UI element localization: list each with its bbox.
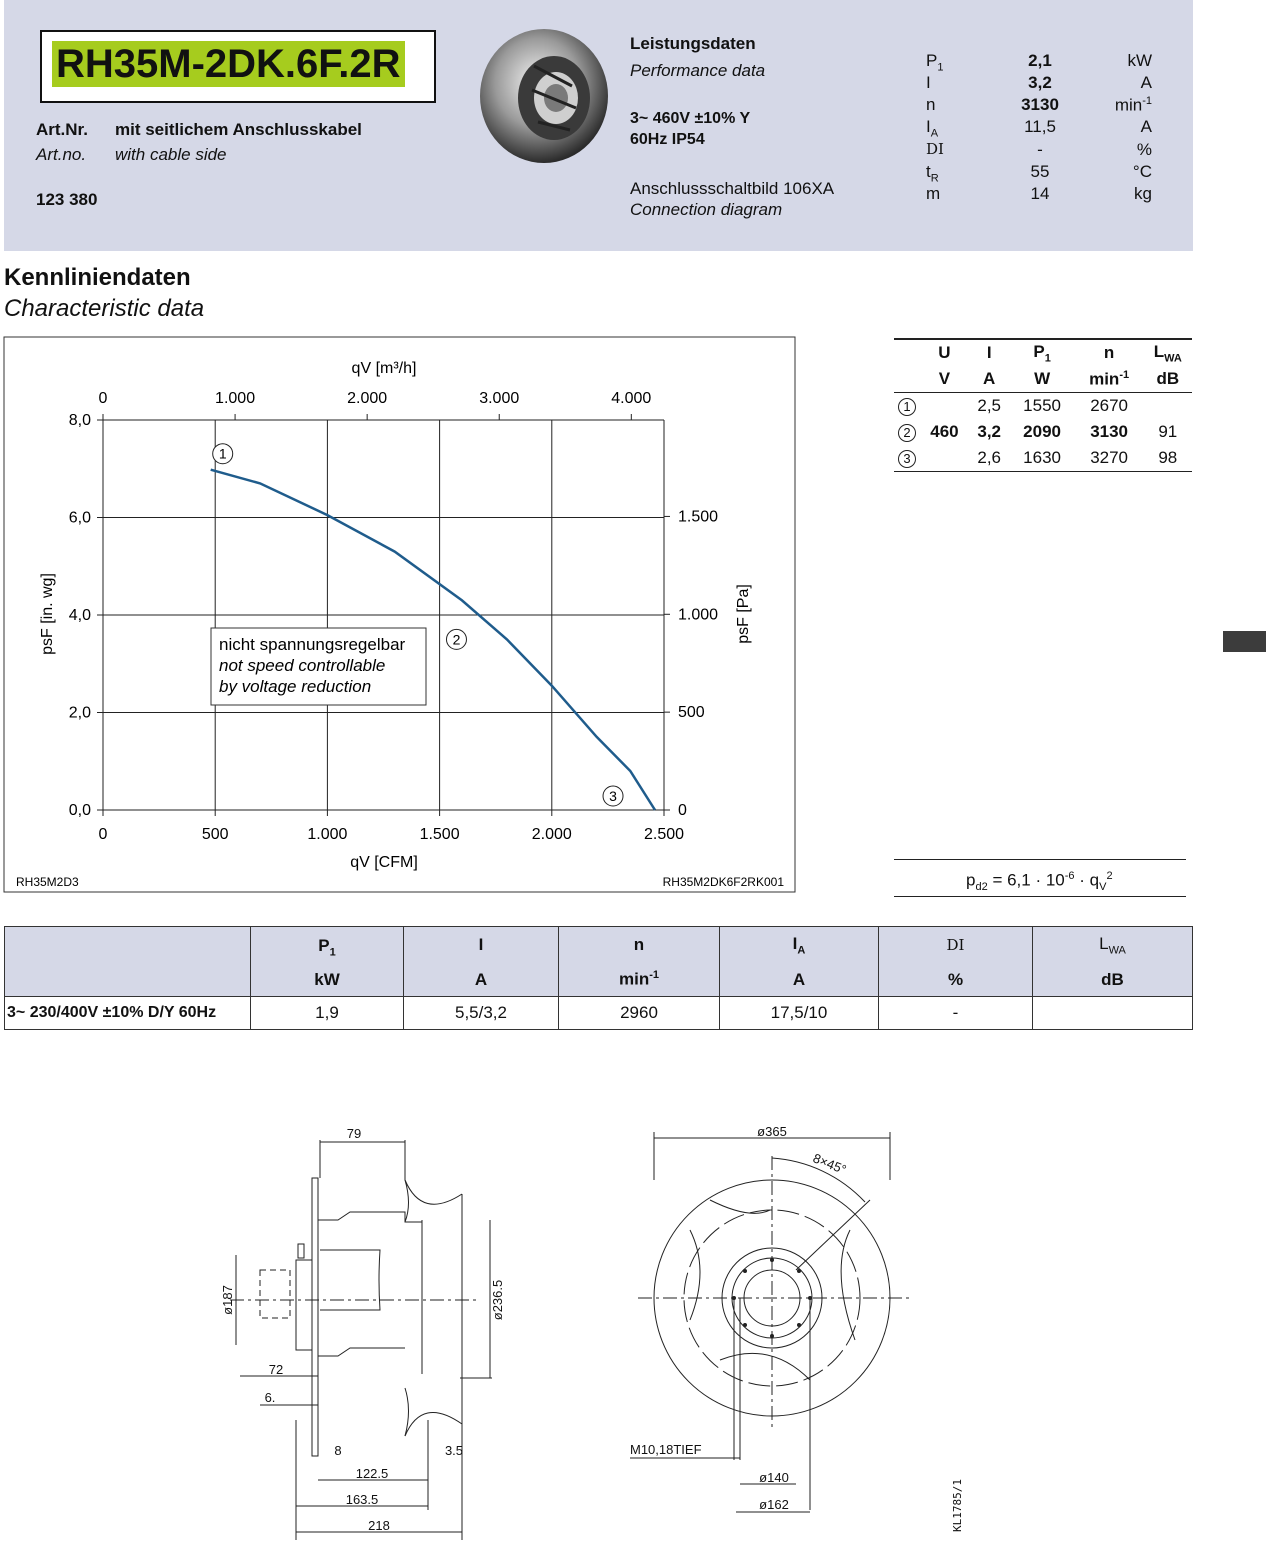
artnr-desc-en: with cable side <box>115 145 227 164</box>
dim-d365: ø365 <box>757 1124 787 1139</box>
y-tick-label: 8,0 <box>68 412 91 429</box>
diagram-de: Anschlussschaltbild 106XA <box>630 179 835 198</box>
chart-grid <box>103 420 664 810</box>
unit-w: W <box>1034 369 1051 388</box>
chart-points <box>213 444 623 806</box>
x-top-tick-label: 4.000 <box>611 390 652 407</box>
header-panel: RH35M-2DK.6F.2R Art.Nr. mit seitlichem Anschlusskabel Art.no. with cable side 123 380 Leistungsdaten Performance data 3~ 460V ±10% Y 60Hz IP54 Anschlussschaltbild 106XA Connection diagram $P_1$ 2,1 kW I 3,2 A n 3130 $\min^{-1}$ $I_A$ 11,5 A DI - % $t_R$ 55 °C m 14 kg <box>4 0 1193 251</box>
fan-product-image <box>474 26 614 166</box>
y-tick-label: 2,0 <box>68 704 91 722</box>
y-right-label: psF [Pa] <box>735 584 752 644</box>
x-tick-label: 2.500 <box>643 826 685 843</box>
artnr-label-de: Art.Nr. <box>36 120 88 139</box>
formula-rule-top <box>894 859 1186 860</box>
col-n: n <box>1103 343 1115 362</box>
dim-m10: M10,18TIEF <box>630 1442 702 1457</box>
chart-ticks <box>69 390 718 843</box>
formula: $p_{d2} = 6,1 \cdot 10^{-6} \cdot q_V^2$ <box>966 870 1113 894</box>
formula-rule-bottom <box>894 896 1186 897</box>
table-row: 3~ 230/400V ±10% D/Y 60Hz 1,9 5,5/3,2 2960 17,5/10 - <box>5 997 1193 1030</box>
note-line-3: by voltage reduction <box>219 677 372 696</box>
chart-code-right: RH35M2DK6F2RK001 <box>662 875 784 889</box>
chart-code-left: RH35M2D3 <box>16 875 79 889</box>
y-tick-label: 0,0 <box>68 802 91 819</box>
diagram-en: Connection diagram <box>630 200 783 219</box>
y-tick-label: 4,0 <box>68 607 91 624</box>
drawing-reference: KL1785/1 <box>951 1479 964 1532</box>
artnr-label-en: Art.no. <box>36 145 87 164</box>
unit-min: $\min^{-1}$ <box>1089 368 1130 389</box>
variant-table: $P_1$ I n $I_A$ DI $L_{WA}$ kW A $\min^{-1}$ A % dB 3~ 230/400V ±10% D/Y 60Hz 1,9 5,5/3,2 2960 17,5/10 - <box>4 926 1193 1030</box>
x-top-tick-label: 0 <box>98 390 108 407</box>
supply-line-2: 60Hz IP54 <box>630 131 705 148</box>
x-top-tick-label: 1.000 <box>215 390 256 407</box>
artnr-value: 123 380 <box>36 190 98 209</box>
front-view-drawing <box>620 1120 920 1550</box>
table-row: 2 460 3,2 2090 3130 91 <box>894 419 1192 445</box>
point-label-1: 1 <box>218 445 227 462</box>
artnr-desc-de: mit seitlichem Anschlusskabel <box>115 120 362 139</box>
dim-8x45: 8×45° <box>810 1150 849 1178</box>
dim-d187: ø187 <box>220 1285 235 1315</box>
y-right-tick-label: 0 <box>678 802 687 819</box>
x-tick-label: 1.500 <box>419 826 460 843</box>
note-line-1: nicht spannungsregelbar <box>219 635 406 654</box>
x-tick-label: 0 <box>98 826 108 843</box>
unit-a: A <box>983 369 996 388</box>
x-label: qV [CFM] <box>350 854 418 871</box>
x-top-tick-label: 2.000 <box>347 390 388 407</box>
dim-3-5: 3.5 <box>444 1443 464 1458</box>
dim-72: 72 <box>268 1362 284 1377</box>
y-label: psF [in. wg] <box>39 573 56 655</box>
y-right-tick-label: 1.000 <box>678 606 719 624</box>
col-i: I <box>986 343 992 362</box>
note-line-2: not speed controllable <box>219 656 386 675</box>
dim-d236: ø236.5 <box>490 1279 505 1321</box>
col-lwa: $L_{WA}$ <box>1153 341 1182 365</box>
y-right-tick-label: 1.500 <box>678 508 719 526</box>
unit-v: V <box>938 369 951 388</box>
x-top-label: qV [m³/h] <box>351 360 417 377</box>
x-tick-label: 2.000 <box>531 826 572 843</box>
x-top-tick-label: 3.000 <box>479 390 520 407</box>
perf-title-de: Leistungsdaten <box>630 34 756 53</box>
dim-218: 218 <box>368 1518 390 1533</box>
unit-db: dB <box>1156 369 1180 388</box>
characteristic-table <box>894 338 1192 472</box>
y-tick-label: 6,0 <box>68 509 91 527</box>
side-tab-marker <box>1223 631 1266 652</box>
model-code: RH35M-2DK.6F.2R <box>52 41 405 87</box>
table-row: 3 2,6 1630 3270 98 <box>894 445 1192 472</box>
dim-6: 6. <box>264 1390 276 1405</box>
y-right-tick-label: 500 <box>678 704 705 722</box>
supply-line-1: 3~ 460V ±10% Y <box>630 110 751 127</box>
table-row: 1 2,5 1550 2670 <box>894 393 1192 420</box>
col-u: U <box>938 343 951 362</box>
point-label-3: 3 <box>609 788 617 804</box>
dim-d162: ø162 <box>759 1497 789 1512</box>
characteristic-chart <box>0 330 800 896</box>
side-view-drawing <box>200 1120 505 1550</box>
col-p1: $P_1$ <box>1033 341 1051 365</box>
dim-122-5: 122.5 <box>355 1466 389 1481</box>
model-box <box>40 30 436 103</box>
section-title-de: Kennliniendaten <box>4 264 191 291</box>
dim-8: 8 <box>334 1443 342 1458</box>
x-tick-label: 1.000 <box>307 826 348 843</box>
x-tick-label: 500 <box>201 826 229 843</box>
dim-d140: ø140 <box>759 1470 789 1485</box>
dim-163-5: 163.5 <box>345 1492 379 1507</box>
point-label-2: 2 <box>452 631 461 648</box>
dim-79: 79 <box>346 1126 362 1141</box>
perf-title-en: Performance data <box>630 61 766 80</box>
section-title-en: Characteristic data <box>4 295 205 322</box>
